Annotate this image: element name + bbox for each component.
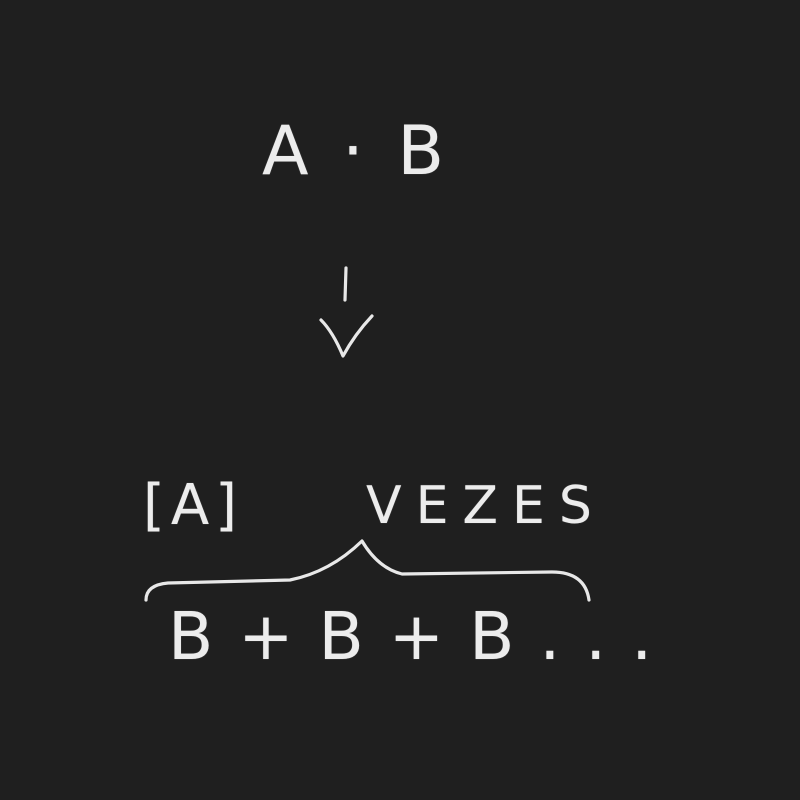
arrow-shaft (345, 268, 346, 300)
curly-brace (146, 541, 589, 600)
times-label: VEZES (366, 476, 606, 536)
product-expression: A · B (262, 112, 451, 191)
arrow-head (321, 316, 372, 356)
down-arrow-icon (321, 268, 372, 356)
count-label: [A] (143, 473, 244, 538)
repeated-sum-expression: B + B + B . . . (168, 598, 655, 675)
